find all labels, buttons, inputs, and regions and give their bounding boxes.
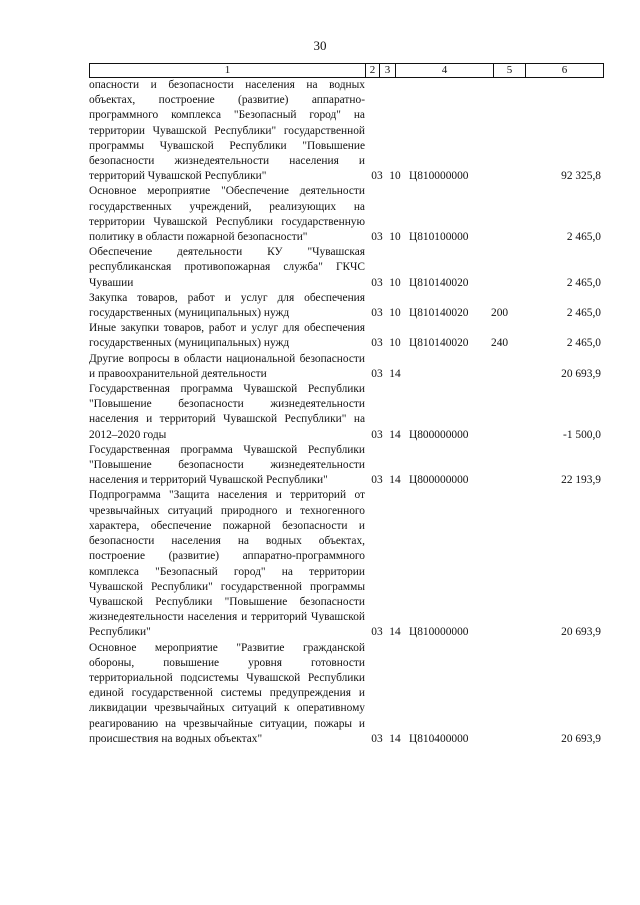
section-code: 03	[371, 474, 383, 487]
header-col-5: 5	[494, 64, 526, 78]
table-row	[89, 184, 603, 245]
table-body	[89, 78, 603, 747]
table-row	[89, 488, 603, 640]
section-code: 03	[371, 428, 383, 441]
page-number: 30	[313, 38, 327, 53]
row-description: опасности и безопасности населения на водных объектах, построение (развитие) аппаратно-программного комплекса "Безопасный город" на территории Чувашской Республики" государственной программы Чувашской Республики "Повышение безопасности жизнедеятельности населения и территорий Чувашской Республики"	[89, 79, 365, 183]
header-col-2: 2	[366, 64, 380, 78]
row-description: Подпрограмма "Защита населения и территорий от чрезвычайных ситуаций природного и техногенного характера, обеспечение пожарной безопасности и безопасности населения на водных объектах, построение (развитие) аппаратно-программного комплекса "Безопасный город" на территории Чувашской Республики" государственной программы Чувашской Республики "Повышение безопасности жизнедеятельности населения и территорий Чувашской Республики"	[89, 489, 365, 639]
row-values	[89, 230, 603, 245]
table-row	[89, 382, 603, 443]
subsection-code: 14	[389, 732, 401, 745]
row-description: Государственная программа Чувашской Республики "Повышение безопасности жизнедеятельности населения и территорий Чувашской Республики"	[89, 443, 365, 487]
row-values	[89, 276, 603, 291]
amount: 20 693,9	[561, 732, 601, 745]
subsection-code: 14	[389, 367, 401, 380]
amount: 2 465,0	[566, 276, 601, 289]
header-col-4: 4	[396, 64, 494, 78]
row-description: Иные закупки товаров, работ и услуг для обеспечения государственных (муниципальных) нужд	[89, 322, 365, 350]
amount: -1 500,0	[563, 428, 601, 441]
subsection-code: 10	[389, 337, 401, 350]
header-col-1: 1	[90, 64, 366, 78]
table-row	[89, 321, 603, 351]
section-code: 03	[371, 732, 383, 745]
header-col-3: 3	[380, 64, 396, 78]
expense-type-code: 200	[491, 307, 509, 320]
row-values	[89, 473, 603, 488]
table-row	[89, 641, 603, 747]
target-article-code: Ц810400000	[409, 732, 469, 745]
amount: 2 465,0	[566, 337, 601, 350]
target-article-code: Ц800000000	[409, 428, 469, 441]
table-row	[89, 352, 603, 382]
row-values	[89, 732, 603, 747]
table-row	[89, 291, 603, 321]
target-article-code: Ц810100000	[409, 231, 469, 244]
subsection-code: 14	[389, 626, 401, 639]
row-values	[89, 169, 603, 184]
section-code: 03	[371, 367, 383, 380]
target-article-code: Ц810140020	[409, 307, 469, 320]
row-values	[89, 428, 603, 443]
header-col-6: 6	[526, 64, 604, 78]
section-code: 03	[371, 337, 383, 350]
target-article-code: Ц810000000	[409, 626, 469, 639]
table-row	[89, 443, 603, 489]
section-code: 03	[371, 231, 383, 244]
amount: 92 325,8	[561, 170, 601, 183]
row-description: Основное мероприятие "Обеспечение деятельности государственных учреждений, реализующих на территории Чувашской Республики государственную политику в области пожарной безопасности"	[89, 185, 365, 244]
subsection-code: 10	[389, 307, 401, 320]
table-header	[89, 63, 604, 78]
subsection-code: 14	[389, 428, 401, 441]
target-article-code: Ц810000000	[409, 170, 469, 183]
row-values	[89, 367, 603, 382]
subsection-code: 10	[389, 276, 401, 289]
row-values	[89, 625, 603, 640]
amount: 20 693,9	[561, 367, 601, 380]
section-code: 03	[371, 626, 383, 639]
row-description: Государственная программа Чувашской Республики "Повышение безопасности жизнедеятельности населения и территорий Чувашской Республики" на 2012–2020 годы	[89, 383, 365, 441]
target-article-code: Ц810140020	[409, 337, 469, 350]
subsection-code: 10	[389, 231, 401, 244]
row-description: Другие вопросы в области национальной безопасности и правоохранительной деятельности	[89, 352, 365, 380]
amount: 2 465,0	[566, 307, 601, 320]
subsection-code: 10	[389, 170, 401, 183]
row-description: Основное мероприятие "Развитие гражданской обороны, повышение уровня готовности территориальной подсистемы Чувашской Республики единой государственной системы предупреждения и ликвидации чрезвычайных ситуаций к оперативному реагированию на чрезвычайные ситуации, пожары и происшествия на водных объектах"	[89, 641, 365, 745]
table-row	[89, 245, 603, 291]
row-description: Закупка товаров, работ и услуг для обеспечения государственных (муниципальных) нужд	[89, 291, 365, 320]
amount: 22 193,9	[561, 474, 601, 487]
row-values	[89, 306, 603, 321]
section-code: 03	[371, 170, 383, 183]
section-code: 03	[371, 307, 383, 320]
amount: 2 465,0	[566, 231, 601, 244]
expense-type-code: 240	[491, 337, 509, 350]
section-code: 03	[371, 276, 383, 289]
row-description: Обеспечение деятельности КУ "Чувашская республиканская противопожарная служба" ГКЧС Чувашии	[89, 246, 365, 289]
subsection-code: 14	[389, 474, 401, 487]
target-article-code: Ц800000000	[409, 474, 469, 487]
table-row	[89, 78, 603, 184]
budget-table	[89, 63, 603, 747]
target-article-code: Ц810140020	[409, 276, 469, 289]
row-values	[89, 336, 603, 351]
amount: 20 693,9	[561, 626, 601, 639]
